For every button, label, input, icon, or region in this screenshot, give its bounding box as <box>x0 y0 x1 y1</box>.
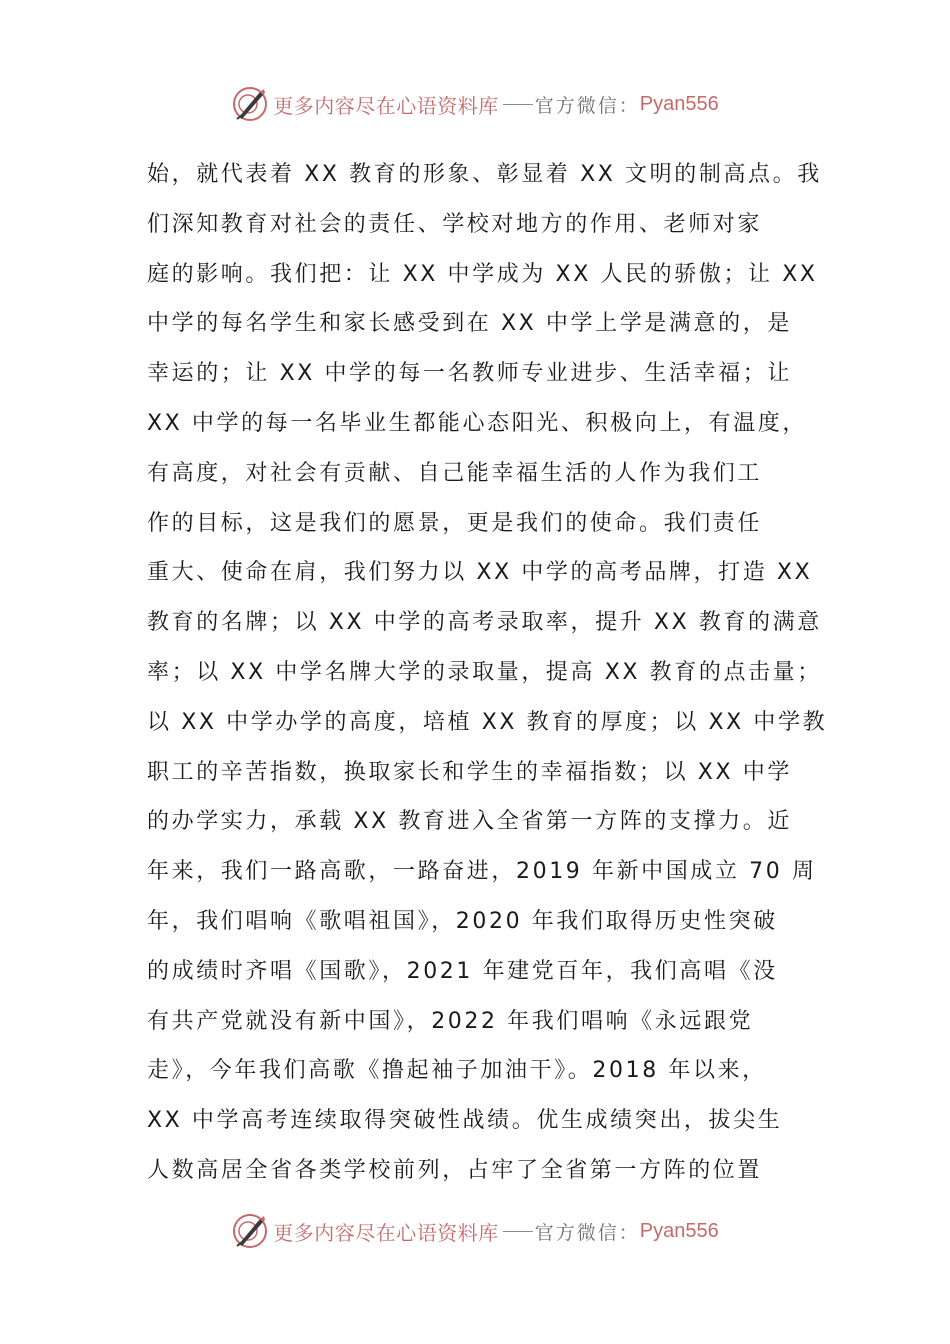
body-line: 职工的辛苦指数，换取家长和学生的幸福指数；以 XX 中学 <box>147 759 792 785</box>
body-line: 庭的影响。我们把：让 XX 中学成为 XX 人民的骄傲；让 XX <box>147 261 818 287</box>
body-line: 教育的名牌；以 XX 中学的高考录取率，提升 XX 教育的满意 <box>147 610 822 636</box>
footer-divider <box>503 1231 533 1232</box>
body-line: 有高度，对社会有贡献、自己能幸福生活的人作为我们工 <box>147 460 763 486</box>
header-divider <box>503 104 533 105</box>
body-line: XX 中学的每一名毕业生都能心态阳光、积极向上，有温度， <box>147 410 807 436</box>
body-line: 以 XX 中学办学的高度，培植 XX 教育的厚度；以 XX 中学教 <box>147 709 828 735</box>
body-line: 率；以 XX 中学名牌大学的录取量，提高 XX 教育的点击量； <box>147 659 822 685</box>
footer-banner <box>0 1211 950 1251</box>
body-line: 有共产党就没有新中国》，2022 年我们唱响《永远跟党 <box>147 1008 754 1034</box>
footer-slogan: 更多内容尽在心语资料库 <box>273 1220 499 1245</box>
header-slogan: 更多内容尽在心语资料库 <box>273 93 499 118</box>
body-line: 的办学实力，承载 XX 教育进入全省第一方阵的支撑力。近 <box>147 809 792 835</box>
header-official-label: 官方微信： <box>534 94 640 117</box>
quill-pen-logo-icon <box>231 1212 269 1250</box>
footer-official-label: 官方微信： <box>534 1221 640 1244</box>
body-line: 们深知教育对社会的责任、学校对地方的作用、老师对家 <box>147 211 763 237</box>
body-line: 始，就代表着 XX 教育的形象、彰显着 XX 文明的制高点。我 <box>147 162 822 187</box>
body-line: XX 中学高考连续取得突破性战绩。优生成绩突出，拔尖生 <box>147 1108 783 1134</box>
footer-wechat-id: Pyan556 <box>639 1219 719 1242</box>
body-line: 走》，今年我们高歌《撸起袖子加油干》。2018 年以来， <box>147 1058 767 1084</box>
body-line: 作的目标，这是我们的愿景，更是我们的使命。我们责任 <box>147 510 763 536</box>
body-line: 中学的每名学生和家长感受到在 XX 中学上学是满意的，是 <box>147 311 792 337</box>
body-line: 人数高居全省各类学校前列，占牢了全省第一方阵的位置 <box>147 1157 763 1183</box>
body-line: 重大、使命在肩，我们努力以 XX 中学的高考品牌，打造 XX <box>147 560 813 586</box>
body-line: 幸运的；让 XX 中学的每一名教师专业进步、生活幸福；让 <box>147 361 792 387</box>
header-banner <box>0 84 950 124</box>
body-line: 年，我们唱响《歌唱祖国》，2020 年我们取得历史性突破 <box>147 908 778 934</box>
body-line: 的成绩时齐唱《国歌》，2021 年建党百年，我们高唱《没 <box>147 958 778 984</box>
header-wechat-id: Pyan556 <box>639 92 719 115</box>
body-text <box>147 150 827 1196</box>
body-line: 年来，我们一路高歌，一路奋进，2019 年新中国成立 70 周 <box>147 859 817 885</box>
quill-pen-logo-icon <box>231 85 269 123</box>
